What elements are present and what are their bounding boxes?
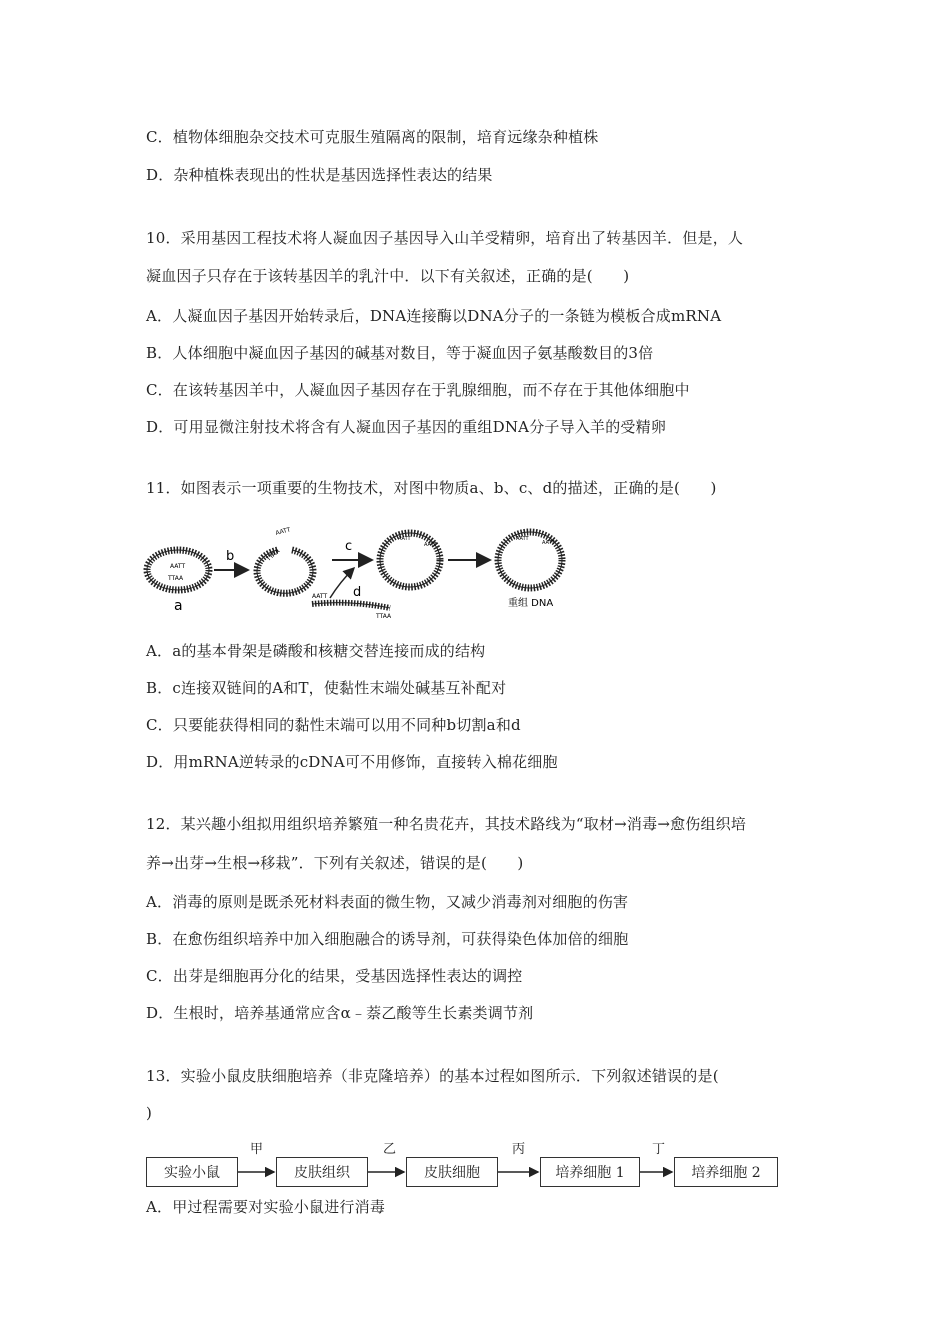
flow-box-culture-1: 培养细胞 1 [540,1157,640,1187]
arrow-b [214,549,248,570]
flow-box-skin-cells: 皮肤细胞 [406,1157,498,1187]
svg-text:AATT: AATT [424,542,437,548]
intermediate-plasmid [380,533,440,587]
q13-stem-line2: ) [146,1104,153,1122]
q12-option-a: A．消毒的原则是既杀死材料表面的微生物，又减少消毒剂对细胞的伤害 [146,893,629,911]
q10-option-a: A．人凝血因子基因开始转录后，DNA连接酶以DNA分子的一条链为模板合成mRNA [146,307,722,325]
fragment-d [312,585,392,620]
step-yi: 乙 [383,1142,397,1157]
q13-flow-arrows [0,1130,950,1190]
q12-option-d: D．生根时，培养基通常应含α﹣萘乙酸等生长素类调节剂 [146,1004,534,1022]
plasmid-a [147,550,209,614]
q11-option-a: A．a的基本骨架是磷酸和核糖交替连接而成的结构 [146,642,486,660]
label-a: a [174,598,183,614]
q12-option-b: B．在愈伤组织培养中加入细胞融合的诱导剂，可获得染色体加倍的细胞 [146,930,629,948]
q11-option-d: D．用mRNA逆转录的cDNA可不用修饰，直接转入棉花细胞 [146,753,558,771]
q13-stem-line1: 13．实验小鼠皮肤细胞培养（非克隆培养）的基本过程如图所示．下列叙述错误的是( [146,1067,719,1085]
svg-text:AATT: AATT [516,536,529,542]
q9-option-d: D．杂种植株表现出的性状是基因选择性表达的结果 [146,166,493,184]
arrow-c [330,539,372,598]
flow-box-mouse: 实验小鼠 [146,1157,238,1187]
q10-option-c: C．在该转基因羊中，人凝血因子基因存在于乳腺细胞，而不存在于其他体细胞中 [146,381,690,399]
q11-option-c: C．只要能获得相同的黏性末端可以用不同种b切割a和d [146,716,521,734]
q10-stem-line2: 凝血因子只存在于该转基因羊的乳汁中．以下有关叙述，正确的是( ) [146,267,630,285]
step-ding: 丁 [652,1142,666,1157]
flow-box-culture-2: 培养细胞 2 [674,1157,778,1187]
q12-stem-line1: 12．某兴趣小组拟用组织培养繁殖一种名贵花卉，其技术路线为“取材→消毒→愈伤组织培 [146,815,747,833]
q10-option-d: D．可用显微注射技术将含有人凝血因子基因的重组DNA分子导入羊的受精卵 [146,418,667,436]
label-d: d [353,585,362,600]
step-bing: 丙 [512,1142,526,1157]
svg-text:AATT: AATT [398,536,411,542]
q11-dna-figure [140,520,590,620]
q11-option-b: B．c连接双链间的A和T，使黏性末端处碱基互补配对 [146,679,507,697]
q11-stem: 11．如图表示一项重要的生物技术，对图中物质a、b、c、d的描述，正确的是( ) [146,479,717,497]
recombinant-dna-label: 重组 DNA [508,598,554,609]
label-b: b [226,549,235,564]
recombinant-plasmid [498,532,562,609]
q10-option-b: B．人体细胞中凝血因子基因的碱基对数目，等于凝血因子氨基酸数目的3倍 [146,344,654,362]
q12-option-c: C．出芽是细胞再分化的结果，受基因选择性表达的调控 [146,967,523,985]
svg-text:AATT: AATT [542,540,555,546]
svg-text:TTAA: TTAA [168,575,184,582]
step-jia: 甲 [250,1142,264,1157]
q9-option-c: C．植物体细胞杂交技术可克服生殖隔离的限制，培育远缘杂种植株 [146,128,599,146]
svg-text:AATT: AATT [274,526,292,537]
svg-text:TTAA: TTAA [265,547,282,563]
q13-option-a: A．甲过程需要对实验小鼠进行消毒 [146,1198,386,1216]
cut-plasmid [257,526,313,593]
svg-text:AATT: AATT [312,593,328,600]
svg-text:AATT: AATT [170,563,186,570]
q10-stem-line1: 10．采用基因工程技术将人凝血因子基因导入山羊受精卵，培育出了转基因羊．但是，人 [146,229,744,247]
svg-text:TTAA: TTAA [376,613,392,620]
flow-box-skin-tissue: 皮肤组织 [276,1157,368,1187]
q12-stem-line2: 养→出芽→生根→移栽”．下列有关叙述，错误的是( ) [146,854,524,872]
label-c: c [345,539,353,554]
